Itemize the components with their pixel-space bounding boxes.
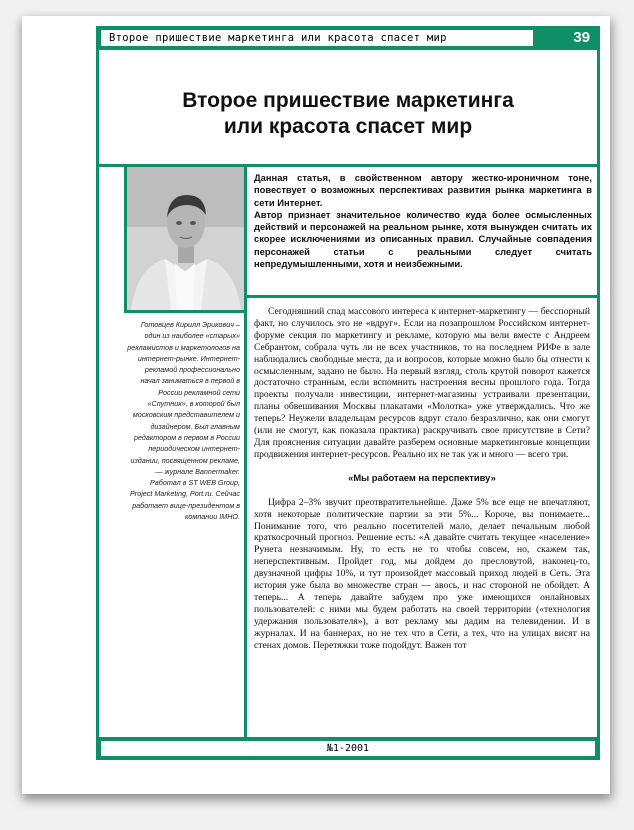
lead-paragraph-1: Данная статья, в свойственном автору жестко-ироничном тоне, повествует о возможных перспективах развития рынка маркетинга в сети Интернет. (254, 172, 592, 208)
magazine-page (22, 16, 610, 794)
lead-paragraph-2: Автор признает значительное количество куда более осмысленных действий и персонажей на реальном рынке, хотя вынужден считать их скорее исключениями из описанных правил. Случайные совпадения персонажей статьи с реальными следует считать непредумышленными, хотя и неизбежными. (254, 208, 592, 270)
body-paragraph-2: Цифра 2–3% звучит преотвратительнейше. Даже 5% все еще не впечатляют, хотя некоторые политические партии за эти 5%... Короче, вы понимаете... Понимание того, что реально посетителей мало, делает печальным любой краткосрочный прогноз. Решение есть: «А давайте считать текущее «население» Рунета незначимым. Ну, то есть не то чтобы совсем, но, скажем так, неперспективным. Пройдет год, мы дойдем до пресловутой, наконец-то, двузначной цифры 10%, и тут произойдет массовый приход людей в Сеть. Эта история уже была во множестве стран — авось, и нас стороной не обойдет. А теперь... А теперь давайте забудем про уже имеющихся онлайновых пользователей: с ними мы будем работать на своей территории («технология удержания пользователя»), а вот рекламу мы дадим на телевидении. И в журналах. И на баннерах, но не тех что в Сети, а тех, что на улицах висят на стенах домов. Перетяжки тоже подойдут. Важен тот (254, 496, 590, 651)
article-lead (254, 172, 592, 270)
intro-bottom-rule (244, 295, 600, 298)
section-subheading: «Мы работаем на перспективу» (348, 471, 496, 483)
issue-number: №1-2001 (101, 741, 595, 756)
author-portrait-image (127, 167, 244, 310)
author-photo (127, 167, 244, 310)
article-title-line-2: или красота спасет мир (223, 115, 473, 138)
photo-bottom-rule (124, 310, 247, 313)
frame-left-rule (96, 50, 99, 754)
article-title-line-1: Второе пришествие маркетинга (182, 89, 514, 112)
article-body (254, 306, 590, 750)
page-number: 39 (573, 29, 590, 46)
article-title (102, 88, 594, 140)
column-divider (244, 164, 247, 754)
author-bio: Готовцев Кирилл Эрикович – один из наиболее «старых» рекламистов и маркетологов на интернет-рынке. Интернет-рекламой профессионально начал заниматься в первой в России рекламной сети «Спутник», в которой был московским представителем и дизайнером. Был главным редактором в первом в России периодическом интернет-издании, посвященном рекламе, — журнале Bannermaker. Работал в ST WEB Group, Project Marketing, Port.ru. Сейчас работает вице-президентом в компании IMHO. (127, 320, 240, 522)
running-title: Второе пришествие маркетинга или красота спасет мир (101, 30, 533, 46)
body-paragraph-1: Сегодняшний спад массового интереса к интернет-маркетингу — бесспорный факт, но случилось это не «вдруг». Если на позапрошлом Российском интернет-форуме секция по маркетингу и рекламе, которую мы вели вместе с Андреем Себрантом, собрала чуть ли не всех участников, то на последнем РИФе в зале наблюдались свободные места, да и вопросов, которые можно было бы отнести к осмысленным, задано не было. На первый взгляд, столь крутой поворот кажется достаточно странным, если вспомнить настроения весны прошлого года. Тогда проекты получали инвестиции, интернет-магазины устраивали презентации, планы обвешивания Москвы плакатами «Молотка» уже утверждались. Что же теперь? Неужели владельцам ресурсов вдруг стало безразлично, как они смогут (или не смогут, как показала практика) раскручивать свое присутствие в Сети? Для прояснения ситуации давайте разберем основные маркетинговые концепции продвижения интернет-ресурсов. Реально их не так уж и много — всего три. (254, 306, 590, 460)
running-header (96, 26, 600, 50)
running-footer (96, 737, 600, 760)
frame-right-rule (597, 50, 600, 754)
